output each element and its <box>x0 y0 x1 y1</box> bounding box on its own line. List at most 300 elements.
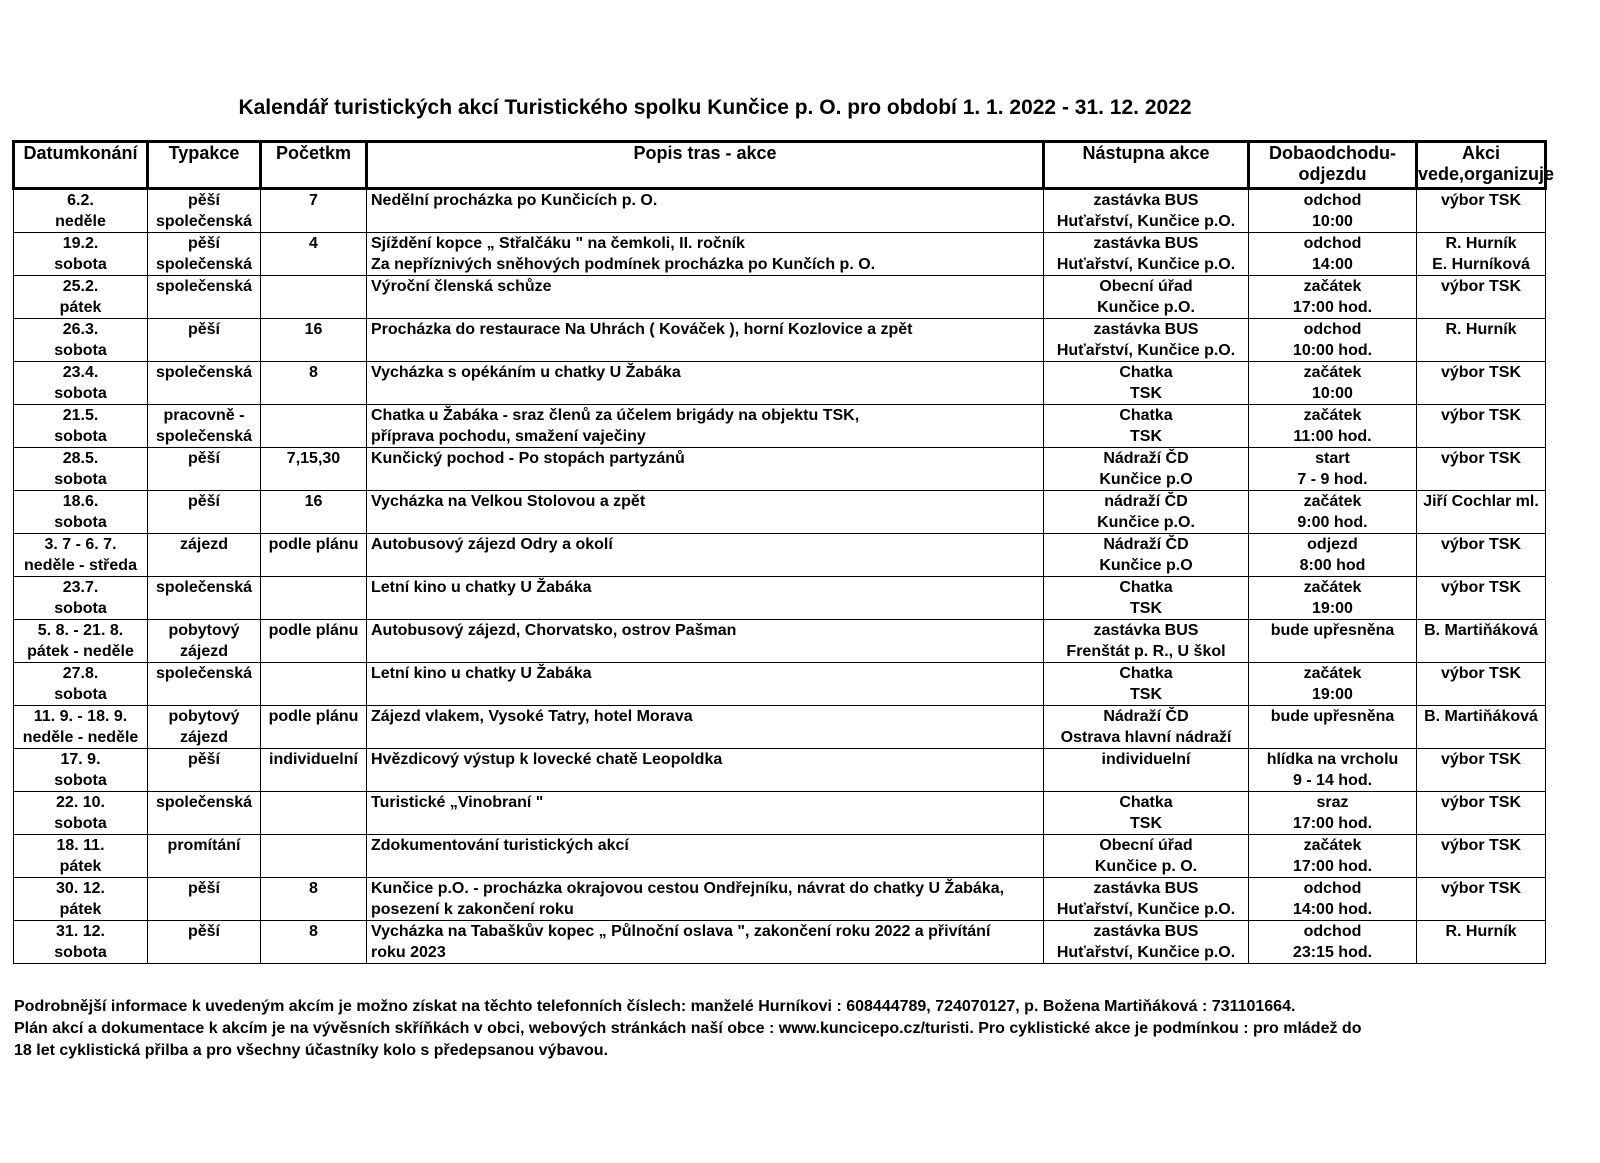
cell-time <box>1249 835 1417 878</box>
cell-type-line: pěší <box>187 321 220 338</box>
cell-start-point-line: nádraží ČD <box>1104 493 1188 510</box>
cell-date-line: sobota <box>54 815 107 832</box>
cell-description-line: Kunčice p.O. - procházka okrajovou cestou Ondřejníku, návrat do chatky U Žabáka, <box>371 880 1005 897</box>
cell-description <box>367 706 1044 749</box>
cell-date-line: sobota <box>54 944 107 961</box>
cell-time <box>1249 577 1417 620</box>
cell-km-line: podle plánu <box>268 708 359 725</box>
cell-type-line: promítání <box>167 837 241 854</box>
cell-date <box>14 491 148 534</box>
cell-start-point <box>1044 448 1249 491</box>
cell-type <box>148 878 261 921</box>
cell-leader-line: B. Martiňáková <box>1424 708 1538 725</box>
cell-leader <box>1417 792 1546 835</box>
cell-type <box>148 491 261 534</box>
cell-leader-line: výbor TSK <box>1440 837 1521 854</box>
cell-date-line: neděle - neděle <box>22 729 139 746</box>
cell-leader-line: E. Hurníková <box>1432 256 1530 273</box>
table-row <box>14 792 1546 835</box>
cell-time-line: odchod <box>1303 923 1362 940</box>
table-row <box>14 706 1546 749</box>
cell-time <box>1249 878 1417 921</box>
cell-description-line: Autobusový zájezd, Chorvatsko, ostrov Pašman <box>371 622 737 639</box>
cell-description <box>367 233 1044 276</box>
cell-type-line: společenská <box>155 794 253 811</box>
cell-start-point-line: TSK <box>1130 686 1162 703</box>
cell-start-point <box>1044 792 1249 835</box>
cell-description-line: Procházka do restaurace Na Uhrách ( Kováček ), horní Kozlovice a zpět <box>371 321 913 338</box>
cell-leader <box>1417 577 1546 620</box>
cell-leader-line: výbor TSK <box>1440 751 1521 768</box>
cell-km <box>261 405 367 448</box>
cell-start-point-line: TSK <box>1130 385 1162 402</box>
cell-start-point-line: Obecní úřad <box>1099 837 1193 854</box>
cell-description-line: Vycházka na Tabaškův kopec „ Půlnoční oslava ", zakončení roku 2022 a přivítání <box>371 923 991 940</box>
cell-start-point-line: zastávka BUS <box>1093 880 1199 897</box>
cell-type-line: společenská <box>155 665 253 682</box>
cell-time-line: 9 - 14 hod. <box>1292 772 1373 789</box>
cell-start-point-line: Chatka <box>1119 407 1173 424</box>
cell-time-line: 14:00 <box>1312 256 1353 273</box>
cell-date <box>14 749 148 792</box>
cell-time <box>1249 362 1417 405</box>
table-header-row <box>14 142 1546 189</box>
cell-description-line: Hvězdicový výstup k lovecké chatě Leopoldka <box>371 751 723 768</box>
table-row <box>14 663 1546 706</box>
cell-time-line: hlídka na vrcholu <box>1266 751 1399 768</box>
cell-description <box>367 276 1044 319</box>
cell-start-point-line: TSK <box>1130 428 1162 445</box>
cell-km-line: 7 <box>309 192 318 209</box>
cell-leader <box>1417 405 1546 448</box>
cell-date <box>14 577 148 620</box>
cell-time <box>1249 233 1417 276</box>
cell-type <box>148 276 261 319</box>
cell-date <box>14 319 148 362</box>
cell-date-line: 30. 12. <box>56 880 105 897</box>
cell-date-line: 17. 9. <box>60 751 101 768</box>
cell-date-line: 27.8. <box>62 665 99 682</box>
cell-leader <box>1417 835 1546 878</box>
cell-date-line: 18. 11. <box>56 837 105 854</box>
cell-time-line: 17:00 hod. <box>1292 815 1373 832</box>
cell-date-line: sobota <box>54 772 107 789</box>
cell-leader-line: výbor TSK <box>1440 579 1521 596</box>
cell-start-point-line: Huťařství, Kunčice p.O. <box>1056 213 1236 230</box>
cell-time-line: 17:00 hod. <box>1292 299 1373 316</box>
cell-km <box>261 362 367 405</box>
cell-time-line: 11:00 hod. <box>1293 428 1372 445</box>
cell-time <box>1249 620 1417 663</box>
cell-date-line: sobota <box>54 256 107 273</box>
cell-start-point <box>1044 835 1249 878</box>
cell-time <box>1249 749 1417 792</box>
cell-description <box>367 362 1044 405</box>
cell-km <box>261 706 367 749</box>
cell-type <box>148 233 261 276</box>
cell-km <box>261 663 367 706</box>
cell-description-line: Turistické „Vinobraní " <box>371 794 544 811</box>
cell-start-point-line: Huťařství, Kunčice p.O. <box>1056 901 1236 918</box>
cell-description-line: příprava pochodu, smažení vaječiny <box>371 428 646 445</box>
cell-date-line: 21.5. <box>62 407 99 424</box>
cell-description-line: roku 2023 <box>371 944 446 961</box>
table-row <box>14 577 1546 620</box>
cell-date-line: sobota <box>54 471 107 488</box>
cell-km <box>261 233 367 276</box>
cell-date <box>14 233 148 276</box>
cell-km-line: 16 <box>304 321 323 338</box>
cell-leader <box>1417 878 1546 921</box>
cell-description-line: Za nepříznivých sněhových podmínek procházka po Kunčích p. O. <box>371 256 876 273</box>
cell-time <box>1249 792 1417 835</box>
cell-date <box>14 663 148 706</box>
cell-km-line: individuelní <box>269 751 358 768</box>
cell-date-line: pátek <box>59 299 102 316</box>
table-row <box>14 233 1546 276</box>
cell-description <box>367 448 1044 491</box>
cell-leader <box>1417 534 1546 577</box>
cell-km-line: 4 <box>309 235 318 252</box>
cell-description <box>367 405 1044 448</box>
cell-description <box>367 663 1044 706</box>
cell-type-line: pěší <box>187 923 220 940</box>
cell-time-line: začátek <box>1303 407 1362 424</box>
cell-start-point-line: Nádraží ČD <box>1103 536 1189 553</box>
cell-start-point-line: Chatka <box>1119 364 1173 381</box>
cell-start-point-line: TSK <box>1130 600 1162 617</box>
cell-description <box>367 792 1044 835</box>
cell-start-point-line: Chatka <box>1119 794 1173 811</box>
cell-date-line: 23.4. <box>62 364 99 381</box>
cell-type <box>148 362 261 405</box>
cell-time-line: odchod <box>1303 880 1362 897</box>
note-contacts: Podrobnější informace k uvedeným akcím je možno získat na těchto telefonních číslech: manželé Hurníkovi : 608444789, 724070127, p. Božena Martiňáková : 731101664. <box>14 998 1296 1015</box>
cell-km <box>261 534 367 577</box>
cell-date <box>14 534 148 577</box>
cell-description <box>367 319 1044 362</box>
cell-description-line: Výroční členská schůze <box>371 278 552 295</box>
cell-date-line: 28.5. <box>62 450 99 467</box>
cell-time-line: 10:00 <box>1312 213 1353 230</box>
cell-date-line: sobota <box>54 342 107 359</box>
table-row <box>14 276 1546 319</box>
cell-start-point <box>1044 921 1249 964</box>
cell-start-point <box>1044 878 1249 921</box>
cell-km <box>261 792 367 835</box>
table-row <box>14 835 1546 878</box>
cell-time-line: 10:00 hod. <box>1292 342 1373 359</box>
cell-start-point-line: Ostrava hlavní nádraží <box>1060 729 1232 746</box>
cell-type <box>148 921 261 964</box>
cell-leader <box>1417 189 1546 233</box>
cell-start-point-line: TSK <box>1130 815 1162 832</box>
cell-start-point-line: Nádraží ČD <box>1103 450 1189 467</box>
cell-start-point-line: zastávka BUS <box>1093 192 1199 209</box>
cell-leader <box>1417 276 1546 319</box>
cell-leader-line: výbor TSK <box>1440 536 1521 553</box>
cell-date <box>14 706 148 749</box>
cell-start-point-line: individuelní <box>1101 751 1191 768</box>
cell-start-point <box>1044 362 1249 405</box>
cell-type-line: zájezd <box>179 643 228 660</box>
cell-time-line: 14:00 hod. <box>1292 901 1373 918</box>
cell-description <box>367 878 1044 921</box>
cell-km <box>261 921 367 964</box>
cell-time <box>1249 276 1417 319</box>
cell-date-line: sobota <box>54 686 107 703</box>
cell-start-point-line: Obecní úřad <box>1099 278 1193 295</box>
cell-type <box>148 792 261 835</box>
cell-description-line: Nedělní procházka po Kunčicích p. O. <box>371 192 658 209</box>
cell-type-line: společenská <box>155 213 253 230</box>
cell-type-line: zájezd <box>179 536 228 553</box>
cell-start-point-line: Chatka <box>1119 579 1173 596</box>
cell-description <box>367 534 1044 577</box>
cell-type-line: pěší <box>187 450 220 467</box>
cell-start-point <box>1044 189 1249 233</box>
cell-description-line: Letní kino u chatky U Žabáka <box>371 579 592 596</box>
cell-description <box>367 749 1044 792</box>
cell-description-line: posezení k zakončení roku <box>371 901 574 918</box>
cell-start-point-line: zastávka BUS <box>1093 622 1199 639</box>
cell-time <box>1249 189 1417 233</box>
cell-leader-line: B. Martiňáková <box>1424 622 1538 639</box>
cell-start-point-line: zastávka BUS <box>1093 321 1199 338</box>
footer-notes <box>14 996 1574 1062</box>
cell-time-line: odjezd <box>1307 536 1358 553</box>
cell-type-line: pracovně - <box>163 407 245 424</box>
cell-type-line: pobytový <box>168 622 240 639</box>
cell-km-line: 8 <box>309 880 318 897</box>
cell-date-line: 26.3. <box>62 321 99 338</box>
table-row <box>14 921 1546 964</box>
cell-time-line: začátek <box>1303 665 1362 682</box>
cell-date-line: 25.2. <box>62 278 99 295</box>
header-km: Početkm <box>261 142 367 189</box>
cell-time-line: 8:00 hod <box>1299 557 1366 574</box>
table-row <box>14 620 1546 663</box>
cell-type <box>148 620 261 663</box>
cell-type <box>148 319 261 362</box>
cell-km-line: 7,15,30 <box>286 450 341 467</box>
cell-description <box>367 491 1044 534</box>
cell-description-line: Vycházka s opékáním u chatky U Žabáka <box>371 364 681 381</box>
cell-leader <box>1417 620 1546 663</box>
cell-leader-line: výbor TSK <box>1440 665 1521 682</box>
table-row <box>14 491 1546 534</box>
cell-time-line: začátek <box>1303 493 1362 510</box>
cell-time <box>1249 663 1417 706</box>
cell-time <box>1249 448 1417 491</box>
cell-type-line: společenská <box>155 428 253 445</box>
cell-leader <box>1417 706 1546 749</box>
cell-start-point-line: zastávka BUS <box>1093 923 1199 940</box>
cell-time-line: sraz <box>1316 794 1349 811</box>
cell-km-line: podle plánu <box>268 536 359 553</box>
cell-description-line: Zájezd vlakem, Vysoké Tatry, hotel Morava <box>371 708 693 725</box>
cell-type-line: společenská <box>155 278 253 295</box>
cell-leader-line: výbor TSK <box>1440 450 1521 467</box>
cell-start-point <box>1044 233 1249 276</box>
cell-km-line: 8 <box>309 364 318 381</box>
cell-time-line: odchod <box>1303 192 1362 209</box>
cell-time <box>1249 921 1417 964</box>
cell-km <box>261 835 367 878</box>
cell-date <box>14 792 148 835</box>
cell-date <box>14 405 148 448</box>
cell-start-point <box>1044 577 1249 620</box>
cell-description-line: Autobusový zájezd Odry a okolí <box>371 536 613 553</box>
events-table <box>12 140 1555 964</box>
cell-type <box>148 189 261 233</box>
cell-start-point-line: Kunčice p.O. <box>1097 299 1195 316</box>
cell-time-line: 19:00 <box>1312 686 1353 703</box>
cell-leader <box>1417 319 1546 362</box>
cell-time-line: začátek <box>1303 579 1362 596</box>
cell-start-point <box>1044 319 1249 362</box>
cell-description <box>367 835 1044 878</box>
cell-description <box>367 921 1044 964</box>
header-date: Datumkonání <box>14 142 148 189</box>
header-time: Dobaodchodu-odjezdu <box>1249 142 1417 189</box>
cell-date-line: neděle <box>55 213 106 230</box>
cell-leader <box>1417 491 1546 534</box>
cell-description-line: Sjíždění kopce „ Střalčáku " na čemkoli, II. ročník <box>371 235 745 252</box>
cell-date <box>14 276 148 319</box>
cell-type <box>148 706 261 749</box>
cell-date <box>14 878 148 921</box>
cell-date-line: 3. 7 - 6. 7. <box>44 536 117 553</box>
cell-km <box>261 448 367 491</box>
cell-start-point-line: zastávka BUS <box>1093 235 1199 252</box>
cell-leader-line: R. Hurník <box>1445 923 1517 940</box>
cell-type-line: pěší <box>187 192 220 209</box>
cell-date-line: 18.6. <box>62 493 99 510</box>
cell-start-point-line: Kunčice p.O <box>1099 471 1193 488</box>
cell-start-point-line: Kunčice p. O. <box>1094 858 1198 875</box>
table-row <box>14 189 1546 233</box>
cell-time-line: 7 - 9 hod. <box>1297 471 1368 488</box>
cell-km <box>261 189 367 233</box>
cell-time-line: bude upřesněna <box>1270 622 1395 639</box>
cell-date-line: sobota <box>54 514 107 531</box>
cell-km <box>261 276 367 319</box>
cell-start-point <box>1044 405 1249 448</box>
cell-description-line: Chatka u Žabáka - sraz členů za účelem brigády na objektu TSK, <box>371 407 860 424</box>
cell-type-line: pěší <box>187 235 220 252</box>
cell-start-point-line: Frenštát p. R., U škol <box>1066 643 1226 660</box>
cell-km-line: 8 <box>309 923 318 940</box>
cell-time-line: začátek <box>1303 278 1362 295</box>
cell-date <box>14 921 148 964</box>
cell-type-line: pobytový <box>168 708 240 725</box>
cell-km-line: podle plánu <box>268 622 359 639</box>
cell-time <box>1249 405 1417 448</box>
cell-date-line: 6.2. <box>67 192 94 209</box>
cell-leader-line: výbor TSK <box>1440 794 1521 811</box>
cell-leader <box>1417 233 1546 276</box>
note-info-line-2: 18 let cyklistická přilba a pro všechny účastníky kolo s předepsanou výbavou. <box>14 1042 609 1059</box>
cell-date-line: 5. 8. - 21. 8. <box>37 622 124 639</box>
cell-description <box>367 577 1044 620</box>
cell-date-line: 22. 10. <box>56 794 105 811</box>
cell-date-line: 31. 12. <box>56 923 105 940</box>
cell-type <box>148 577 261 620</box>
cell-leader-line: výbor TSK <box>1440 192 1521 209</box>
cell-leader <box>1417 362 1546 405</box>
cell-start-point-line: Chatka <box>1119 665 1173 682</box>
cell-time-line: začátek <box>1303 837 1362 854</box>
cell-date-line: 19.2. <box>62 235 99 252</box>
cell-date-line: 23.7. <box>62 579 99 596</box>
cell-time <box>1249 319 1417 362</box>
table-row <box>14 448 1546 491</box>
cell-description-line: Letní kino u chatky U Žabáka <box>371 665 592 682</box>
table-row <box>14 878 1546 921</box>
cell-time-line: odchod <box>1303 235 1362 252</box>
cell-type <box>148 448 261 491</box>
table-row <box>14 319 1546 362</box>
cell-start-point-line: Huťařství, Kunčice p.O. <box>1056 944 1236 961</box>
cell-time-line: začátek <box>1303 364 1362 381</box>
cell-time-line: odchod <box>1303 321 1362 338</box>
cell-time-line: 17:00 hod. <box>1292 858 1373 875</box>
cell-time <box>1249 534 1417 577</box>
table-row <box>14 362 1546 405</box>
cell-type-line: pěší <box>187 751 220 768</box>
cell-start-point-line: Kunčice p.O. <box>1097 514 1195 531</box>
cell-start-point <box>1044 749 1249 792</box>
cell-leader-line: výbor TSK <box>1440 880 1521 897</box>
cell-time-line: 23:15 hod. <box>1292 944 1373 961</box>
cell-start-point-line: Huťařství, Kunčice p.O. <box>1056 342 1236 359</box>
cell-date <box>14 189 148 233</box>
cell-time <box>1249 706 1417 749</box>
cell-time-line: start <box>1315 450 1350 467</box>
cell-date-line: sobota <box>54 385 107 402</box>
cell-type-line: společenská <box>155 579 253 596</box>
cell-start-point-line: Kunčice p.O <box>1099 557 1193 574</box>
cell-date-line: sobota <box>54 428 107 445</box>
cell-start-point <box>1044 620 1249 663</box>
cell-date-line: 11. 9. - 18. 9. <box>33 708 128 725</box>
cell-type <box>148 663 261 706</box>
cell-time-line: 19:00 <box>1312 600 1353 617</box>
cell-leader-line: výbor TSK <box>1440 407 1521 424</box>
cell-start-point <box>1044 491 1249 534</box>
header-start-point: Nástupna akce <box>1044 142 1249 189</box>
cell-type <box>148 405 261 448</box>
cell-start-point <box>1044 663 1249 706</box>
cell-time-line: bude upřesněna <box>1270 708 1395 725</box>
document-title: Kalendář turistických akcí Turistického spolku Kunčice p. O. pro období 1. 1. 2022 - 31. 12. 2022 <box>238 96 1192 119</box>
cell-description-line: Zdokumentování turistických akcí <box>371 837 629 854</box>
cell-km <box>261 491 367 534</box>
cell-leader-line: R. Hurník <box>1445 321 1517 338</box>
cell-type-line: pěší <box>187 880 220 897</box>
header-type: Typakce <box>148 142 261 189</box>
cell-description <box>367 620 1044 663</box>
cell-date-line: pátek <box>59 901 102 918</box>
cell-type <box>148 534 261 577</box>
cell-date <box>14 620 148 663</box>
cell-leader <box>1417 749 1546 792</box>
cell-start-point <box>1044 534 1249 577</box>
cell-km-line: 16 <box>304 493 323 510</box>
header-leader: Akci vede,organizuje <box>1417 142 1546 189</box>
cell-time-line: 10:00 <box>1312 385 1353 402</box>
